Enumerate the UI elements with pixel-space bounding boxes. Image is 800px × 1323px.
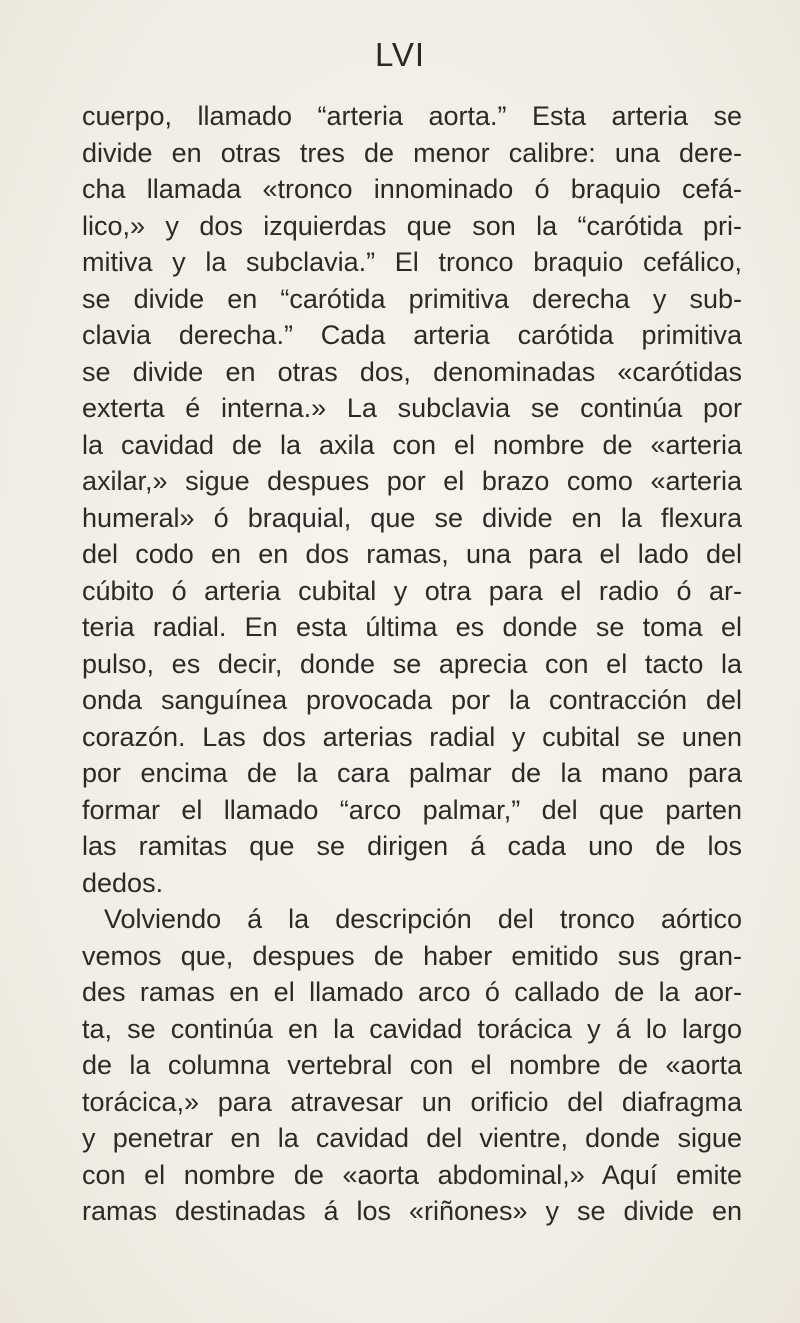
text-line: cuerpo, llamado “arteria aorta.” Esta arteria se	[82, 101, 742, 131]
text-line: onda sanguínea provocada por la contracción del	[82, 685, 742, 715]
text-line: teria radial. En esta última es donde se toma el	[82, 612, 742, 642]
text-line: divide en otras tres de menor calibre: una dere-	[82, 137, 742, 168]
text-line: des ramas en el llamado arco ó callado de la aor-	[82, 977, 742, 1007]
text-line: se divide en otras dos, denominadas «carótidas	[82, 356, 742, 387]
text-line: humeral» ó braquial, que se divide en la flexura	[82, 502, 742, 533]
text-line: con el nombre de «aorta abdominal,» Aquí emite	[82, 1159, 742, 1190]
text-line: corazón. Las dos arterias radial y cubital se unen	[82, 721, 742, 752]
text-line: la cavidad de la axila con el nombre de «arteria	[82, 429, 742, 460]
page-number: LVI	[374, 36, 426, 73]
text-line: pulso, es decir, donde se aprecia con el tacto la	[82, 648, 742, 679]
text-line: lico,» y dos izquierdas que son la “carótida pri-	[82, 210, 742, 241]
paragraph-start-line: Volviendo á la descripción del tronco aórtico	[104, 904, 742, 934]
text-line: exterta é interna.» La subclavia se continúa por	[82, 393, 742, 423]
text-line: por encima de la cara palmar de la mano para	[82, 758, 742, 788]
text-line: ramas destinadas á los «riñones» y se divide en	[82, 1196, 742, 1226]
text-line: se divide en “carótida primitiva derecha y sub-	[82, 283, 742, 314]
text-line: de la columna vertebral con el nombre de «aorta	[82, 1050, 742, 1080]
text-line: torácica,» para atravesar un orificio del diafragma	[82, 1086, 742, 1117]
text-line: y penetrar en la cavidad del vientre, donde sigue	[82, 1123, 742, 1153]
text-line: mitiva y la subclavia.” El tronco braquio cefálico,	[82, 247, 742, 277]
text-line: ta, se continúa en la cavidad torácica y á lo largo	[82, 1013, 742, 1044]
text-line: clavia derecha.” Cada arteria carótida primitiva	[82, 320, 742, 350]
paragraph-end-line: dedos.	[82, 867, 164, 898]
body-text	[82, 98, 742, 1230]
text-line: cúbito ó arteria cubital y otra para el radio ó ar-	[82, 575, 742, 606]
text-line: las ramitas que se dirigen á cada uno de los	[82, 831, 742, 861]
text-line: formar el llamado “arco palmar,” del que parten	[82, 794, 742, 825]
text-line: vemos que, despues de haber emitido sus gran-	[82, 940, 742, 971]
text-line: cha llamada «tronco innominado ó braquio cefá-	[82, 174, 742, 204]
text-line: del codo en en dos ramas, una para el lado del	[82, 539, 742, 569]
text-line: axilar,» sigue despues por el brazo como «arteria	[82, 466, 742, 496]
